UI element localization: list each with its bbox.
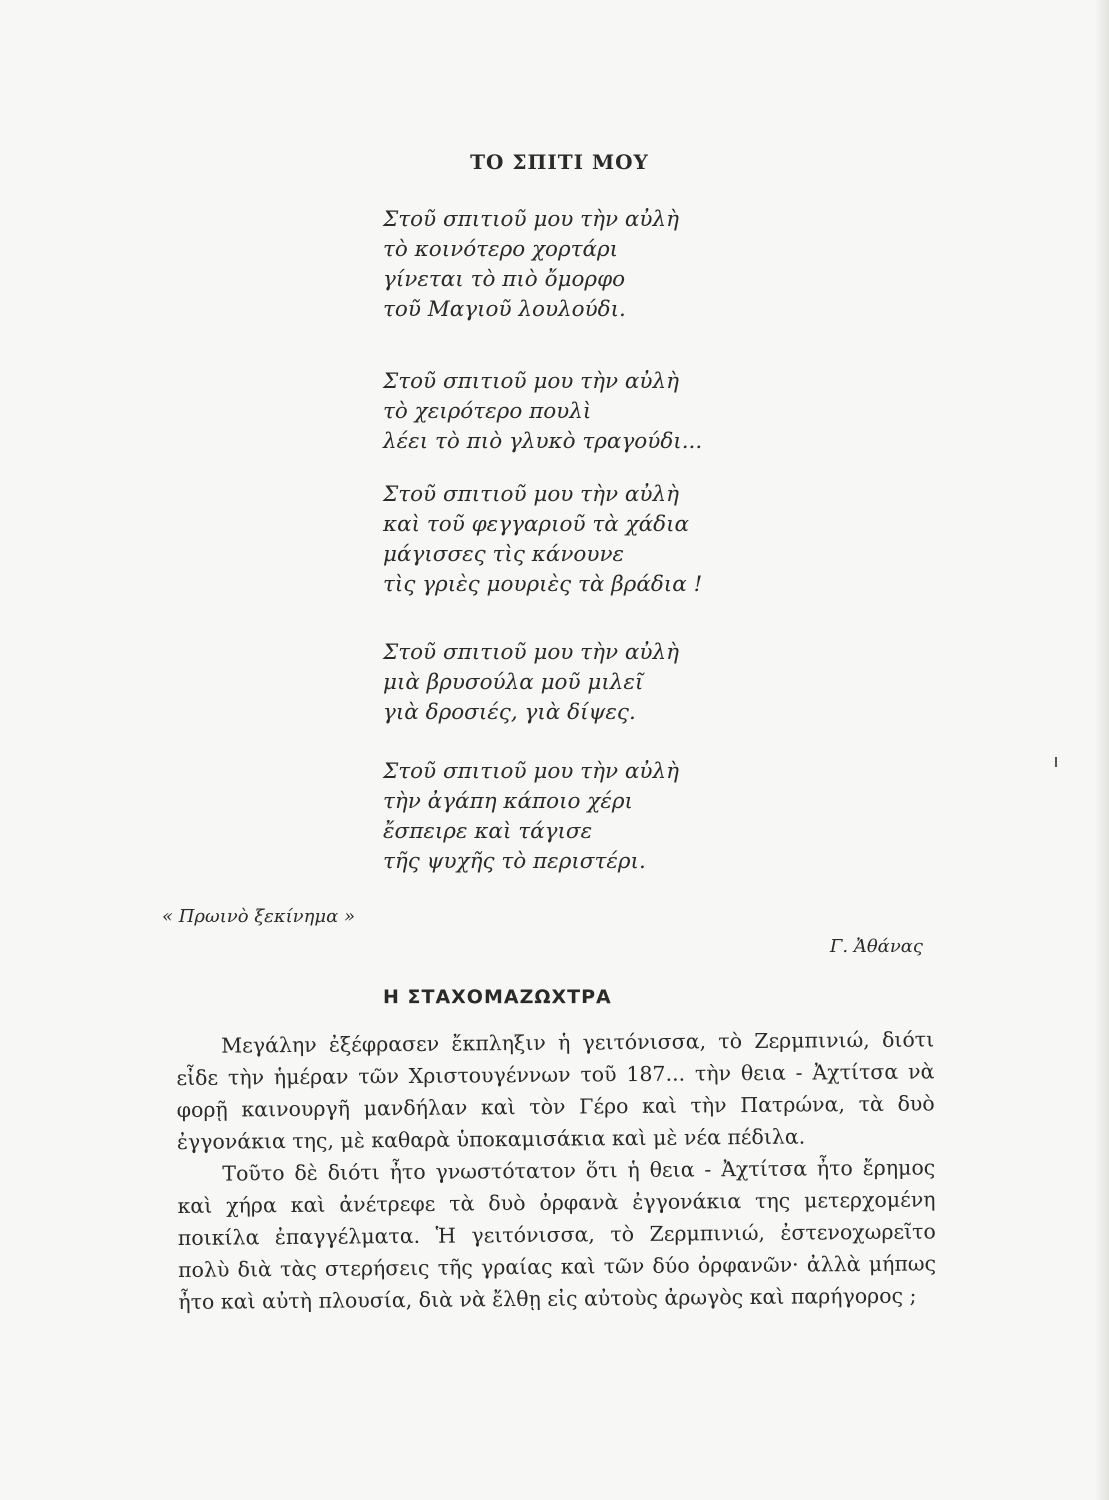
poem-line: Στοῦ σπιτιοῦ μου τὴν αὐλὴ [383,640,679,665]
poem-stanza [383,367,702,457]
poem-line: γιὰ δροσιές, γιὰ δίψες. [383,700,636,725]
poem-line: τὸ χειρότερο πουλὶ [383,399,592,424]
margin-mark [1055,757,1057,767]
story-paragraph: Τοῦτο δὲ διότι ἦτο γνωστότατον ὅτι ἡ θεια - Ἀχτίτσα ἦτο ἔρημος καὶ χήρα καὶ ἀνέτρεφε τὰ δυὸ ὀρφανὰ ἐγγονάκια της μετερχομένη ποικίλα ἐπαγγέλματα. Ἡ γειτόνισσα, τὸ Ζερμπινιώ, ἐστενοχωρεῖτο πολὺ διὰ τὰς στερήσεις τῆς γραίας καὶ τῶν δύο ὀρφανῶν· ἀλλὰ μήπως ἦτο καὶ αὐτὴ πλουσία, διὰ νὰ ἔλθῃ εἰς αὐτοὺς ἀρωγὸς καὶ παρήγορος ; [177,1155,937,1314]
poem-line: τὶς γριὲς μουριὲς τὰ βράδια ! [383,572,703,597]
poem-source: « Πρωινὸ ξεκίνημα » [162,906,355,927]
poem-stanza [383,480,702,600]
poem-stanza [383,638,679,728]
poem-line: μιὰ βρυσούλα μοῦ μιλεῖ [383,670,644,695]
poem-line: καὶ τοῦ φεγγαριοῦ τὰ χάδια [383,512,690,537]
poem-line: τῆς ψυχῆς τὸ περιστέρι. [383,849,646,874]
poem-line: Στοῦ σπιτιοῦ μου τὴν αὐλὴ [383,207,679,232]
poem-line: λέει τὸ πιὸ γλυκὸ τραγούδι... [383,429,703,454]
poem-line: Στοῦ σπιτιοῦ μου τὴν αὐλὴ [383,369,679,394]
poem-line: τὴν ἀγάπη κάποιο χέρι [383,789,633,814]
story-paragraph: Μεγάλην ἐξέφρασεν ἔκπληξιν ἡ γειτόνισσα, τὸ Ζερμπινιώ, διότι εἶδε τὴν ἡμέραν τῶν Χριστουγέννων τοῦ 187... τὴν θεια - Ἀχτίτσα νὰ φορῇ καινουργῆ μανδήλαν καὶ τὸν Γέρο καὶ τὴν Πατρώνα, τὰ δυὸ ἐγγονάκια της, μὲ καθαρὰ ὑποκαμισάκια καὶ μὲ νέα πέδιλα. [176,1027,935,1154]
poem-title: ΤΟ ΣΠΙΤΙ ΜΟΥ [470,150,649,174]
page-edge-shadow [1095,0,1109,1500]
poem-stanza [383,757,679,877]
poem-line: τὸ κοινότερο χορτάρι [383,237,619,262]
poem-line: τοῦ Μαγιοῦ λουλούδι. [383,297,626,322]
story-body [176,1023,936,1318]
poem-line: ἔσπειρε καὶ τάγισε [383,819,593,844]
poem-line: Στοῦ σπιτιοῦ μου τὴν αὐλὴ [383,759,679,784]
poem-stanza [383,205,679,325]
poem-line: Στοῦ σπιτιοῦ μου τὴν αὐλὴ [383,482,679,507]
poem-line: γίνεται τὸ πιὸ ὄμορφο [383,267,626,292]
poem-line: μάγισσες τὶς κάνουνε [383,542,625,567]
story-title: Η ΣΤΑΧΟΜΑΖΩΧΤΡΑ [383,986,612,1008]
poem-author: Γ. Ἀθάνας [829,936,923,957]
